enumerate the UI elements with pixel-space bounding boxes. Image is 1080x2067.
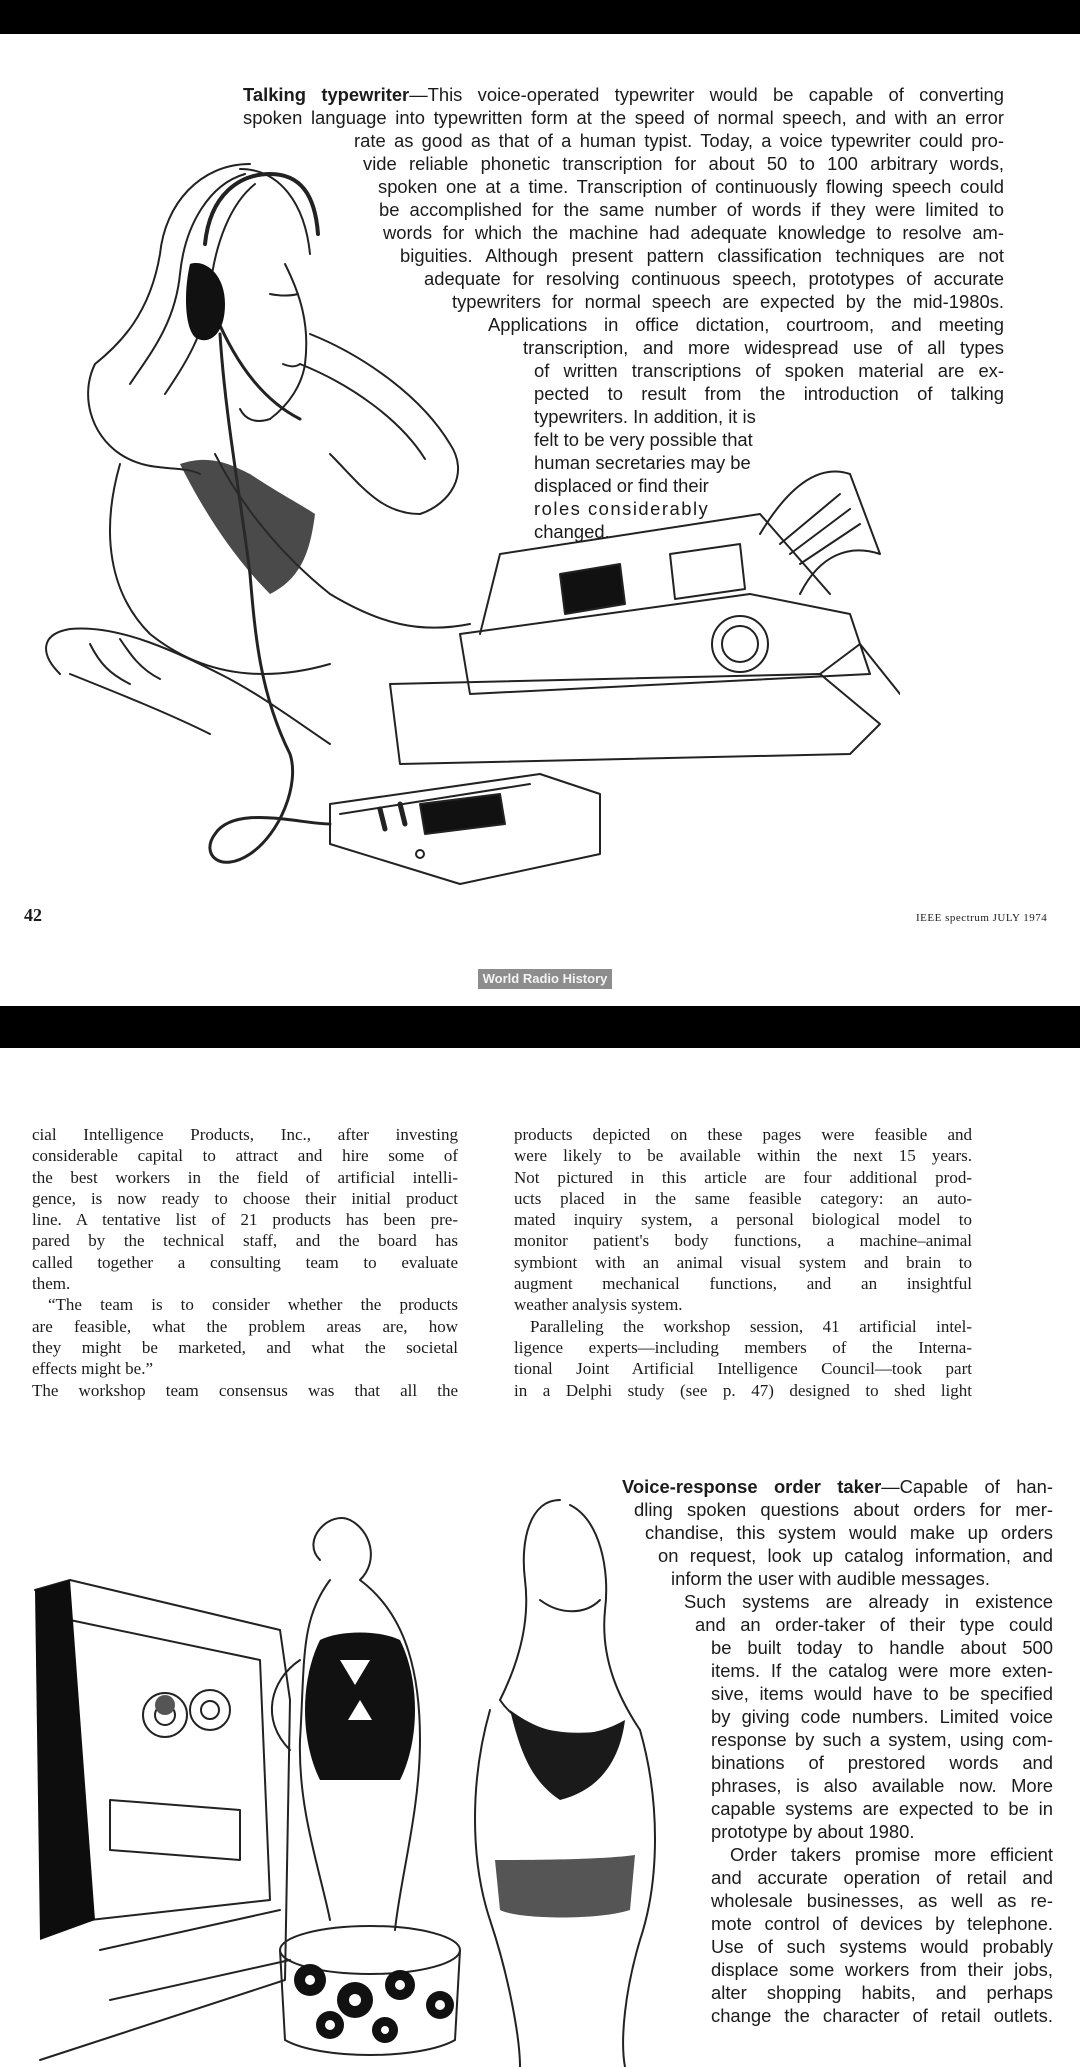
text-line: in a Delphi study (see p. 47) designed to shed light: [514, 1380, 972, 1400]
order-caption-line: wholesale businesses, as well as re-: [711, 1890, 1053, 1911]
caption-line-14: pected to result from the introduction of talking: [534, 383, 1004, 404]
text-line: the best workers in the field of artificial intelli-: [32, 1167, 458, 1187]
text-line: were likely to be available within the next 15 years.: [514, 1146, 972, 1166]
order-caption-line: by giving code numbers. Limited voice: [711, 1706, 1053, 1727]
text-line: gence, is now ready to choose their initial product: [32, 1188, 458, 1208]
caption-line-3: rate as good as that of a human typist. Today, a voice typewriter could pro-: [354, 130, 1004, 151]
page-footer: IEEE spectrum JULY 1974: [916, 912, 1048, 924]
text-line: effects might be.”: [32, 1359, 154, 1379]
caption-line-11: Applications in office dictation, courtroom, and meeting: [488, 314, 1004, 335]
text-line: products depicted on these pages were feasible and: [514, 1125, 972, 1144]
order-caption-line: phrases, is also available now. More: [711, 1775, 1053, 1796]
text-line: they might be marketed, and what the societal: [32, 1337, 458, 1357]
text-line: Not pictured in this article are four additional prod-: [514, 1167, 972, 1187]
caption-lead: Talking typewriter: [243, 84, 410, 105]
caption-line-2: spoken language into typewritten form at the speed of normal speech, and with an error: [243, 107, 1004, 128]
caption-line-18: displaced or find their: [534, 475, 709, 496]
caption-line-16: felt to be very possible that: [534, 429, 753, 450]
text-line: ligence experts—including members of the Interna-: [514, 1337, 972, 1357]
order-taker-illustration: [0, 1480, 680, 2067]
caption-line-4: vide reliable phonetic transcription for about 50 to 100 arbitrary words,: [363, 153, 1004, 174]
right-text-column: [514, 1124, 972, 1401]
caption-line-5: spoken one at a time. Transcription of continuously flowing speech could: [378, 176, 1004, 197]
order-caption-line-1: Voice-response order taker—Capable of han-: [622, 1476, 1053, 1497]
left-text-column: [32, 1124, 458, 1401]
order-caption-line: mote control of devices by telephone.: [711, 1913, 1053, 1934]
order-caption-line: be built today to handle about 500: [711, 1637, 1053, 1658]
caption-line-1: Talking typewriter—This voice-operated typewriter would be capable of converting: [243, 84, 1005, 105]
caption-line-19: roles considerably: [534, 498, 710, 519]
order-caption-line: capable systems are expected to be in: [711, 1798, 1053, 1819]
order-caption-line: on request, look up catalog information, and: [658, 1545, 1053, 1566]
text-line: weather analysis system.: [514, 1295, 683, 1315]
caption-line-6: be accomplished for the same number of words if they were limited to: [379, 199, 1004, 220]
order-caption-line: Order takers promise more efficient: [730, 1844, 1053, 1865]
order-caption-line: items. If the catalog were more exten-: [711, 1660, 1053, 1681]
caption-line-13: of written transcriptions of spoken material are ex-: [534, 360, 1004, 381]
order-caption-line: prototype by about 1980.: [711, 1821, 915, 1842]
text-line: cial Intelligence Products, Inc., after investing: [32, 1125, 458, 1144]
order-caption-line: response by such a system, using com-: [711, 1729, 1053, 1750]
text-line: them.: [32, 1274, 71, 1294]
watermark: World Radio History: [478, 969, 612, 989]
order-caption-line: binations of prestored words and: [711, 1752, 1053, 1773]
text-line: The workshop team consensus was that all the: [32, 1380, 458, 1400]
order-caption-line: alter shopping habits, and perhaps: [711, 1982, 1053, 2003]
text-line: line. A tentative list of 21 products has been pre-: [32, 1210, 458, 1230]
order-caption-line: and an order-taker of their type could: [695, 1614, 1053, 1635]
caption-line-15: typewriters. In addition, it is: [534, 406, 756, 427]
text-line: called together a consulting team to evaluate: [32, 1252, 458, 1272]
page-number: 42: [24, 905, 42, 925]
order-caption-line: inform the user with audible messages.: [671, 1568, 990, 1589]
text-line: monitor patient's body functions, a machine–animal: [514, 1231, 972, 1251]
text-line: ucts placed in the same feasible category: an auto-: [514, 1188, 972, 1208]
order-caption-line: chandise, this system would make up orders: [645, 1522, 1053, 1543]
text-line: augment mechanical functions, and an insightful: [514, 1274, 972, 1294]
text-line: tional Joint Artificial Intelligence Council—took part: [514, 1359, 972, 1379]
order-caption-lead: Voice-response order taker: [622, 1476, 882, 1497]
caption-line-10: typewriters for normal speech are expected by the mid-1980s.: [452, 291, 1004, 312]
order-caption-line: change the character of retail outlets.: [711, 2005, 1053, 2026]
text-line: symbiont with an animal visual system and brain to: [514, 1252, 972, 1272]
text-line: mated inquiry system, a personal biological model to: [514, 1210, 972, 1230]
order-caption-line: Such systems are already in existence: [684, 1591, 1053, 1612]
order-caption-line: displace some workers from their jobs,: [711, 1959, 1053, 1980]
text-line: “The team is to consider whether the products: [48, 1295, 458, 1315]
text-line: pared by the technical staff, and the board has: [32, 1231, 458, 1251]
order-caption-line: sive, items would have to be specified: [711, 1683, 1053, 1704]
text-line: considerable capital to attract and hire some of: [32, 1146, 458, 1166]
middle-black-bar: [0, 1006, 1080, 1048]
top-black-bar: [0, 0, 1080, 34]
order-caption-line: Use of such systems would probably: [711, 1936, 1053, 1957]
caption-line-7: words for which the machine had adequate knowledge to resolve am-: [383, 222, 1004, 243]
caption-line-12: transcription, and more widespread use of all types: [523, 337, 1004, 358]
order-caption-line: and accurate operation of retail and: [711, 1867, 1053, 1888]
caption-line-17: human secretaries may be: [534, 452, 751, 473]
text-line: are feasible, what the problem areas are, how: [32, 1316, 458, 1336]
caption-line-20: changed.: [534, 521, 610, 542]
caption-line-8: biguities. Although present pattern classification techniques are not: [400, 245, 1004, 266]
caption-line-9: adequate for resolving continuous speech, prototypes of accurate: [424, 268, 1004, 289]
text-line: Paralleling the workshop session, 41 artificial intel-: [530, 1316, 972, 1336]
order-caption-line: dling spoken questions about orders for mer-: [634, 1499, 1053, 1520]
